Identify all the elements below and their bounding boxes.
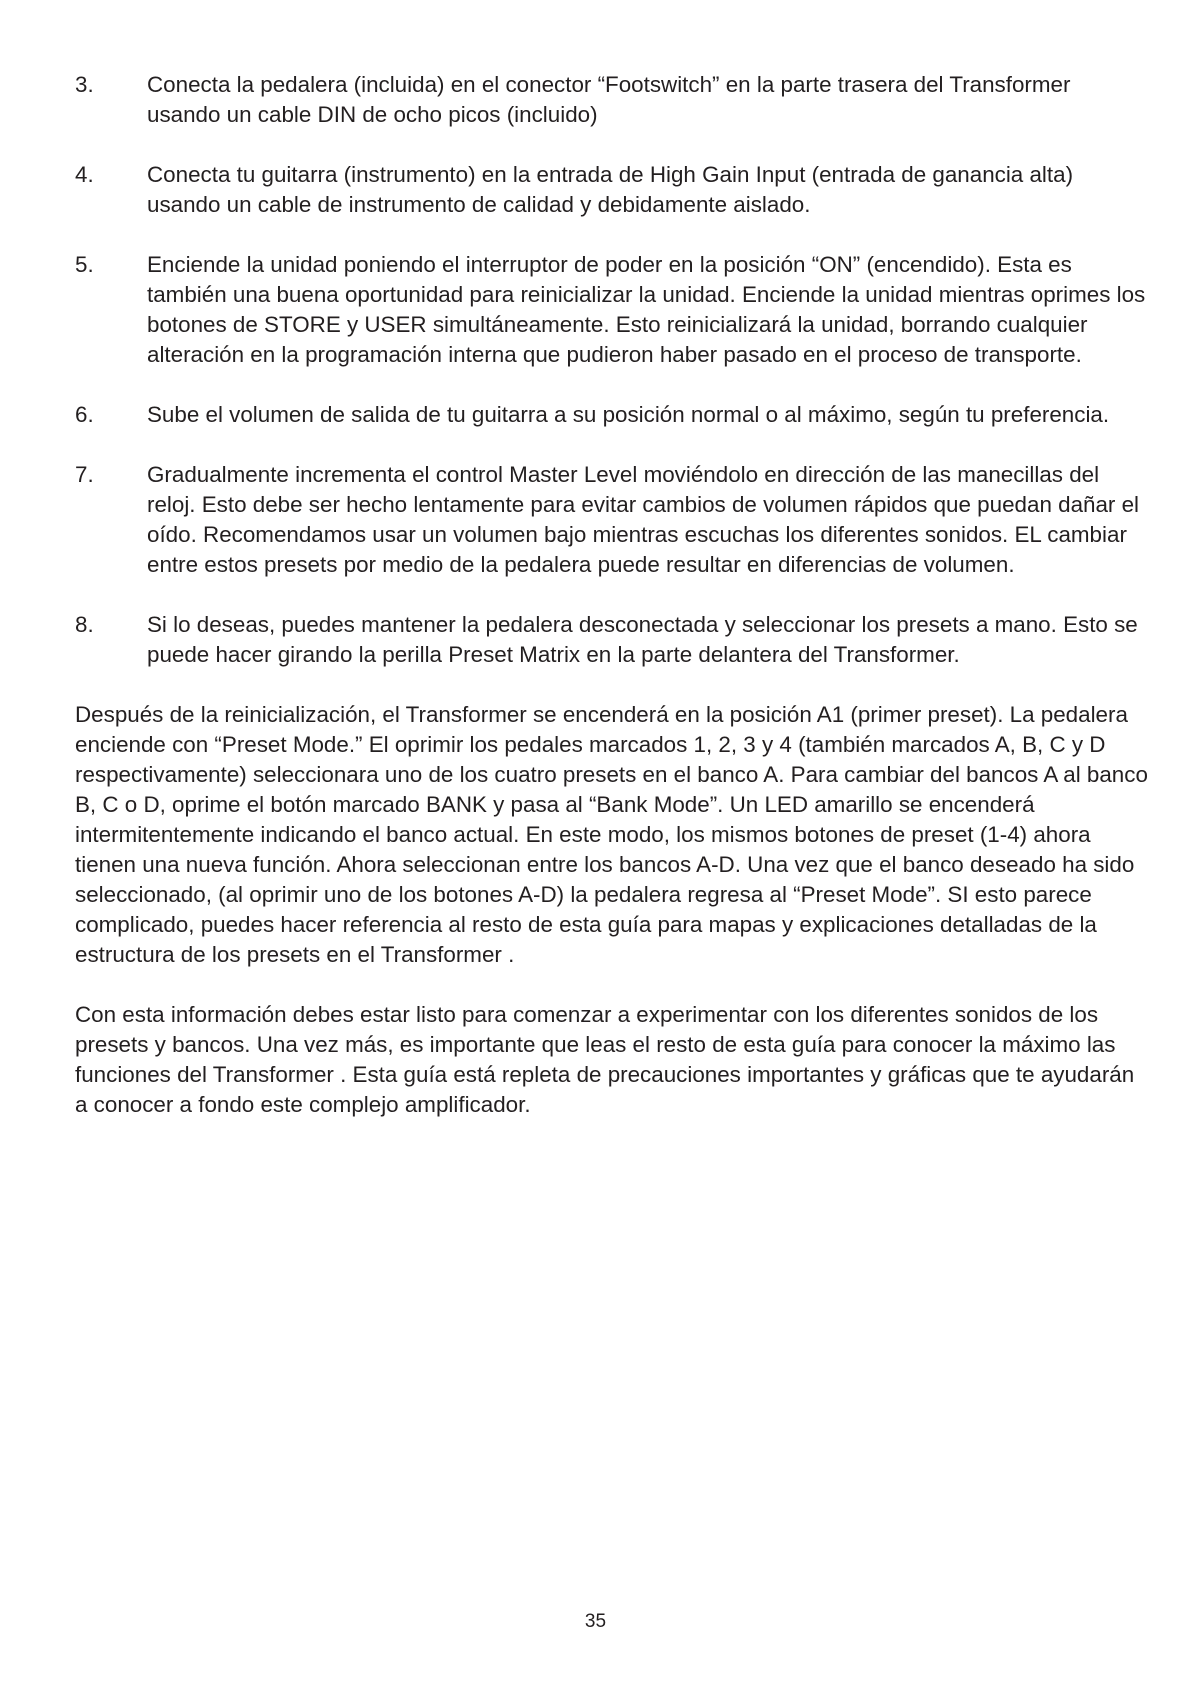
step-text: Conecta la pedalera (incluida) en el conector “Footswitch” en la parte trasera del Transformer usando un cable DIN de ocho picos (incluido)	[147, 72, 1071, 127]
body-paragraph: Después de la reinicialización, el Transformer se encenderá en la posición A1 (primer preset). La pedalera enciende con “Preset Mode.” El oprimir los pedales marcados 1, 2, 3 y 4 (también marcados A, B, C y D respectivamente) seleccionara uno de los cuatro presets en el banco A. Para cambiar del bancos A al banco B, C o D, oprime el botón marcado BANK y pasa al “Bank Mode”. Un LED amarillo se encenderá intermitentemente indicando el banco actual. En este modo, los mismos botones de preset (1-4) ahora tienen una nueva función. Ahora seleccionan entre los bancos A-D. Una vez que el banco deseado ha sido seleccionado, (al oprimir uno de los botones A-D) la pedalera regresa al “Preset Mode”. SI esto parece complicado, puedes hacer referencia al resto de esta guía para mapas y explicaciones detalladas de la estructura de los presets en el Transformer .	[75, 702, 1148, 967]
numbered-steps	[75, 70, 1150, 670]
list-item	[75, 250, 1150, 370]
list-item	[75, 160, 1150, 220]
list-item	[75, 70, 1150, 130]
step-number: 4.	[75, 162, 94, 187]
step-text: Si lo deseas, puedes mantener la pedalera desconectada y seleccionar los presets a mano. Esto se puede hacer girando la perilla Preset Matrix en la parte delantera del Transformer.	[147, 612, 1138, 667]
step-text: Sube el volumen de salida de tu guitarra a su posición normal o al máximo, según tu preferencia.	[147, 402, 1110, 427]
step-number: 3.	[75, 72, 94, 97]
step-text: Conecta tu guitarra (instrumento) en la entrada de High Gain Input (entrada de ganancia alta) usando un cable de instrumento de calidad y debidamente aislado.	[147, 162, 1074, 217]
list-item	[75, 460, 1150, 580]
list-item	[75, 400, 1150, 430]
page-number: 35	[584, 1611, 607, 1632]
step-number: 5.	[75, 252, 94, 277]
step-number: 6.	[75, 402, 94, 427]
step-number: 7.	[75, 462, 94, 487]
step-text: Gradualmente incrementa el control Master Level moviéndolo en dirección de las manecillas del reloj. Esto debe ser hecho lentamente para evitar cambios de volumen rápidos que puedan dañar el oído. Recomendamos usar un volumen bajo mientras escuchas los diferentes sonidos. EL cambiar entre estos presets por medio de la pedalera puede resultar en diferencias de volumen.	[147, 462, 1140, 577]
body-paragraph: Con esta información debes estar listo para comenzar a experimentar con los diferentes sonidos de los presets y bancos. Una vez más, es importante que leas el resto de esta guía para conocer la máximo las funciones del Transformer . Esta guía está repleta de precauciones importantes y gráficas que te ayudarán a conocer a fondo este complejo amplificador.	[75, 1002, 1135, 1117]
step-text: Enciende la unidad poniendo el interruptor de poder en la posición “ON” (encendido). Esta es también una buena oportunidad para reinicializar la unidad. Enciende la unidad mientras oprimes los botones de STORE y USER simultáneamente. Esto reinicializará la unidad, borrando cualquier alteración en la programación interna que pudieron haber pasado en el proceso de transporte.	[147, 252, 1146, 367]
list-item	[75, 610, 1150, 670]
document-page	[75, 70, 1150, 1150]
step-number: 8.	[75, 612, 94, 637]
